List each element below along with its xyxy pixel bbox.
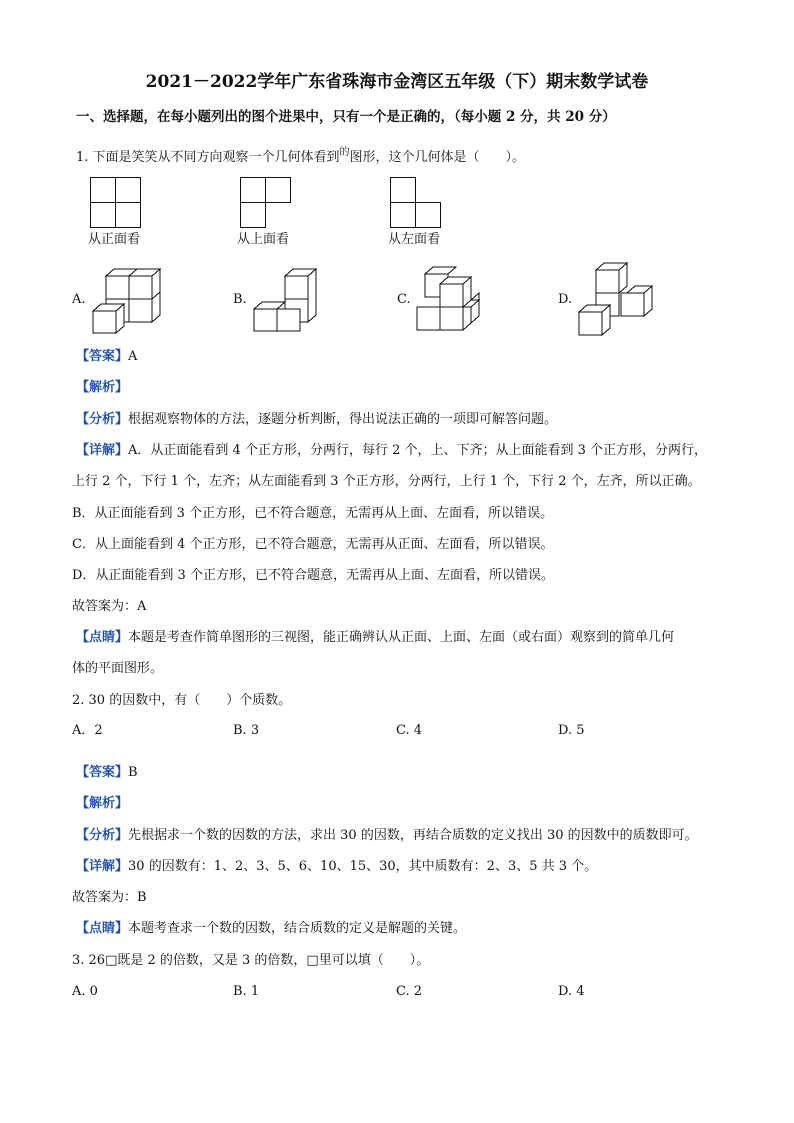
page-title: 2021－2022学年广东省珠海市金湾区五年级（下）期末数学试卷 — [145, 72, 649, 92]
q1-option-b[interactable]: B. — [233, 292, 247, 307]
q1-stem-text: 1. 下面是笑笑从不同方向观察一个几何体看到 — [76, 150, 340, 165]
front-view-figure — [90, 177, 144, 231]
left-view-label: 从左面看 — [388, 232, 441, 247]
q2-xiangjie-text: 30 的因数有：1、2、3、5、6、10、15、30，其中质数有：2、3、5 共 3 个。 — [128, 859, 598, 874]
q3-option-c[interactable]: C. 2 — [396, 984, 423, 999]
q1-fenxi — [76, 412, 557, 428]
q3-option-d[interactable]: D. 4 — [558, 984, 585, 999]
cube-figure-a — [92, 268, 162, 334]
q2-dianjing-tag: 【点睛】 — [76, 921, 129, 936]
q2-fenxi-tag: 【分析】 — [76, 828, 129, 843]
q1-xiangjie-line2: 上行 2 个，下行 1 个，左齐；从左面能看到 3 个正方形，分两行，上行 1 个，下行 2 个，左齐，所以正确。 — [72, 474, 701, 489]
q1-answer-value: A — [128, 349, 138, 364]
q1-answer — [76, 349, 137, 365]
q1-dianjing-line2: 体的平面图形。 — [72, 661, 164, 676]
q2-final-answer: 故答案为：B — [72, 890, 147, 905]
q2-answer-value: B — [128, 765, 138, 780]
q2-option-b[interactable]: B. 3 — [233, 723, 260, 738]
front-view-label: 从正面看 — [88, 232, 141, 247]
q1-line-d: D．从正面能看到 3 个正方形，已不符合题意，无需再从上面、左面看，所以错误。 — [72, 568, 554, 583]
q2-answer — [76, 765, 138, 781]
q2-dianjing — [76, 921, 466, 937]
q1-option-d[interactable]: D. — [558, 292, 573, 307]
q1-option-c[interactable]: C. — [397, 292, 411, 307]
q2-fenxi-text: 先根据求一个数的因数的方法，求出 30 的因数，再结合质数的定义找出 30 的因数中的质数即可。 — [128, 828, 698, 843]
q1-fenxi-tag: 【分析】 — [76, 412, 129, 427]
q1-final-answer: 故答案为：A — [72, 599, 147, 614]
left-view-figure — [390, 177, 444, 231]
cube-figure-b — [253, 268, 319, 334]
q1-dianjing-line1 — [76, 630, 674, 646]
q1-stem-small: 的 — [339, 147, 350, 158]
q1-stem — [76, 147, 526, 167]
q2-option-a[interactable]: A．2 — [72, 723, 103, 738]
q2-dianjing-text: 本题考查求一个数的因数，结合质数的定义是解题的关键。 — [128, 921, 467, 936]
q2-answer-tag: 【答案】 — [76, 765, 129, 780]
q2-xiangjie-tag: 【详解】 — [76, 859, 129, 874]
q1-line-b: B．从正面能看到 3 个正方形，已不符合题意，无需再从上面、左面看，所以错误。 — [72, 506, 554, 521]
q1-xiangjie-tag: 【详解】 — [76, 443, 129, 458]
top-view-label: 从上面看 — [237, 232, 290, 247]
q1-stem-end: 图形，这个几何体是（ ）。 — [349, 150, 526, 165]
q1-dianjing-text1: 本题是考查作简单图形的三视图，能正确辨认从正面、上面、左面（或右面）观察到的简单几何 — [128, 630, 675, 645]
q2-option-d[interactable]: D. 5 — [558, 723, 585, 738]
q2-fenxi — [76, 828, 698, 844]
q3-stem: 3. 26□既是 2 的倍数，又是 3 的倍数，□里可以填（ ）。 — [72, 953, 430, 968]
q2-stem: 2. 30 的因数中，有（ ）个质数。 — [72, 693, 292, 708]
q1-analysis-tag: 【解析】 — [76, 380, 129, 395]
q3-option-a[interactable]: A. 0 — [72, 984, 98, 999]
q1-answer-tag: 【答案】 — [76, 349, 129, 364]
cube-figure-d — [578, 262, 656, 338]
q1-dianjing-tag: 【点睛】 — [76, 630, 129, 645]
q1-xiangjie-text1: A．从正面能看到 4 个正方形，分两行，每行 2 个，上、下齐；从上面能看到 3 个正方形，分两行， — [128, 443, 708, 458]
q2-analysis-tag: 【解析】 — [76, 796, 129, 811]
top-view-figure — [240, 177, 294, 231]
q2-xiangjie — [76, 859, 597, 875]
q2-option-c[interactable]: C. 4 — [396, 723, 423, 738]
q1-line-c: C．从上面能看到 4 个正方形，已不符合题意，无需再从正面、左面看，所以错误。 — [72, 537, 554, 552]
section-heading: 一、选择题，在每小题列出的图个进果中，只有一个是正确的，（每小题 2 分，共 20 分） — [76, 109, 616, 125]
q1-option-a[interactable]: A. — [72, 292, 86, 307]
q1-fenxi-text: 根据观察物体的方法，逐题分析判断，得出说法正确的一项即可解答问题。 — [128, 412, 558, 427]
cube-figure-c — [416, 266, 484, 334]
q3-option-b[interactable]: B. 1 — [233, 984, 260, 999]
q1-xiangjie-line1 — [76, 443, 707, 459]
